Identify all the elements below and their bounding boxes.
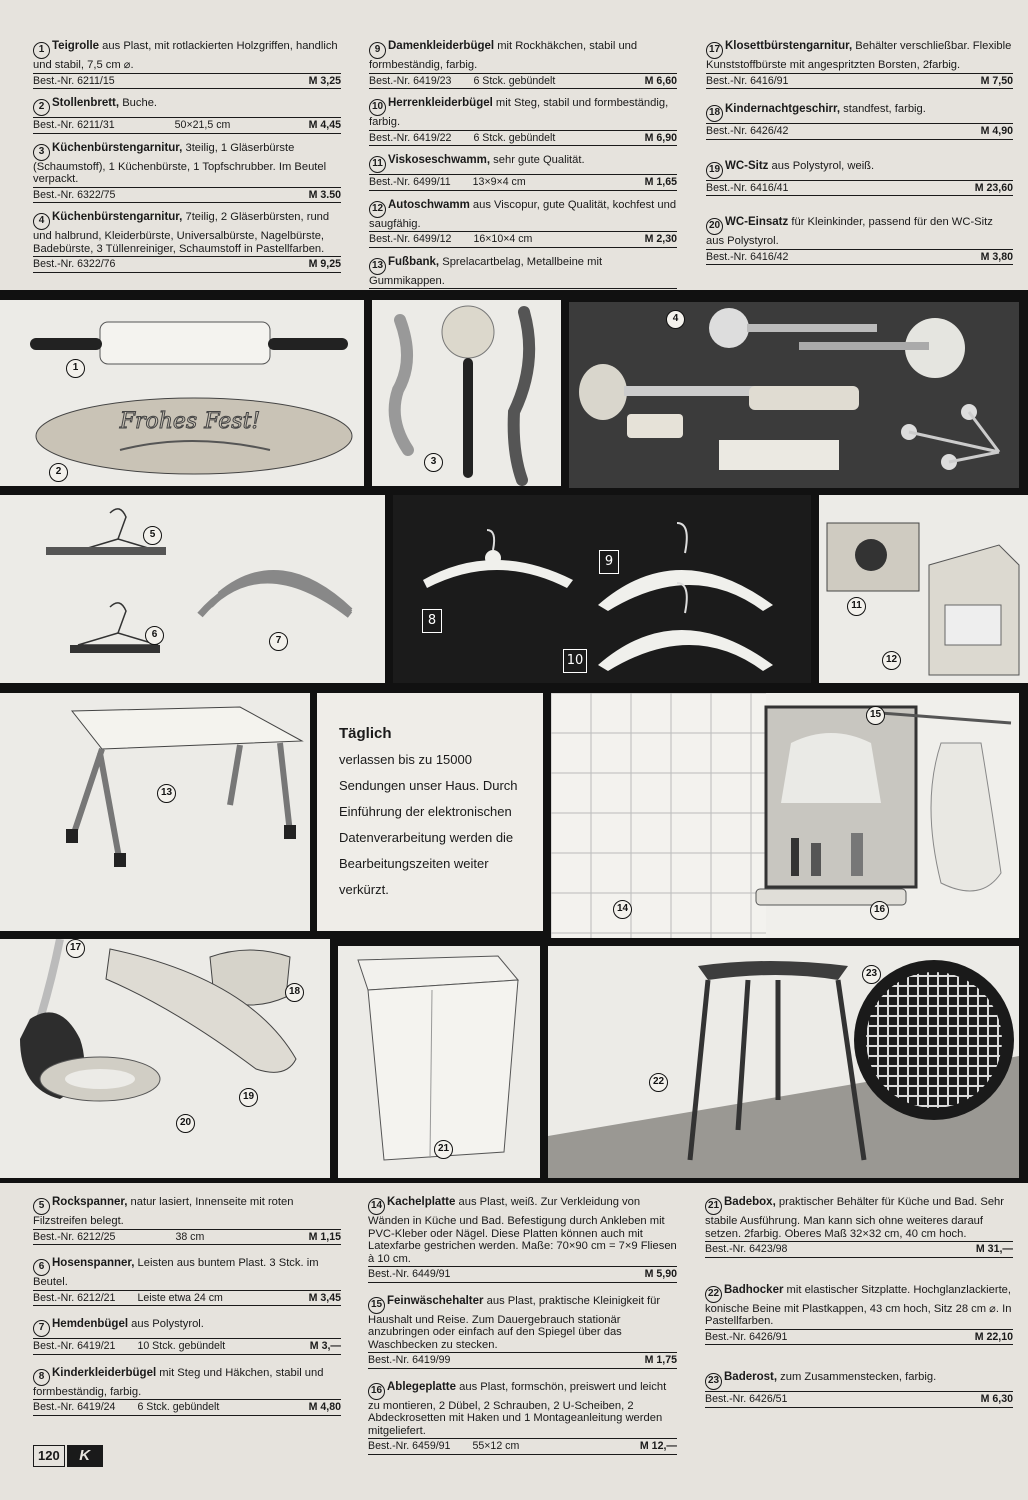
product-3: [33, 142, 341, 204]
product-name: Herrenkleiderbügel: [388, 97, 493, 109]
order-line: [33, 117, 341, 134]
price: M 3,80: [980, 250, 1013, 263]
product-name: WC-Einsatz: [725, 216, 789, 228]
price: M 3,—: [309, 1340, 341, 1352]
label-11: 11: [847, 597, 866, 616]
hangers-illustration: [0, 495, 385, 683]
product-text: Behälter verschließbar. Flexible Kunststoffbürste mit angespritzten Borsten, 2farbig.: [706, 40, 1012, 71]
product-text: mit elastischer Sitzplatte. Hochglanzlackierte, konische Beine mit Plastkappen, 43 cm hoch, Sitz 28 cm ⌀. In Pastellfarben.: [705, 1283, 1012, 1327]
order-line: [33, 73, 341, 90]
order-line: [33, 1338, 341, 1355]
product-text: mit Steg und Häkchen, stabil und formbeständig, farbig.: [33, 1366, 324, 1398]
photo-rolling-pin-board: [0, 300, 364, 486]
photo-bath-box: [338, 946, 540, 1178]
item-number: 15: [368, 1297, 385, 1314]
product-14: [368, 1196, 677, 1283]
price: M 9,25: [308, 258, 341, 270]
photo-toilet-set: [0, 939, 330, 1178]
product-8: [33, 1367, 341, 1416]
order-detail: Leiste etwa 24 cm: [137, 1291, 223, 1304]
product-text: Sprelacartbelag, Metallbeine mit Gummikappen.: [369, 255, 603, 287]
order-line: [705, 1329, 1013, 1346]
product-text: aus Viscopur, gute Qualität, kochfest und saugfähig.: [369, 198, 677, 230]
price: M 3,45: [308, 1291, 341, 1304]
order-detail: [788, 125, 980, 138]
order-line: [33, 1399, 341, 1416]
order-number: Best.-Nr. 6322/75: [33, 188, 116, 201]
product-17: [706, 40, 1013, 89]
item-number: 18: [706, 105, 723, 122]
label-7: 7: [269, 632, 288, 651]
item-number: 20: [706, 218, 723, 235]
bottom-column-2: [368, 1196, 677, 1463]
item-number: 14: [368, 1198, 385, 1215]
order-number: Best.-Nr. 6499/11: [369, 176, 451, 188]
order-detail: 6 Stck. gebündelt: [137, 1401, 220, 1413]
order-detail: [115, 75, 309, 88]
product-text: zum Zusammenstecken, farbig.: [777, 1371, 937, 1383]
item-number: 10: [369, 99, 386, 116]
product-text: Leisten aus buntem Plast. 3 Stck. im Beutel.: [33, 1257, 319, 1288]
product-9: [369, 40, 677, 89]
photo-footstool: [0, 693, 310, 931]
label-4: 4: [666, 310, 685, 329]
product-name: Kindernachtgeschirr,: [725, 103, 841, 115]
page-number: 120: [33, 1445, 65, 1467]
price: M 23,60: [974, 181, 1013, 194]
order-detail: [788, 75, 980, 88]
product-15: [368, 1295, 677, 1369]
order-line: [368, 1266, 677, 1283]
product-text: Buche.: [119, 97, 158, 109]
order-number: Best.-Nr. 6419/23: [369, 74, 452, 87]
order-number: Best.-Nr. 6322/76: [33, 258, 116, 270]
product-name: Klosettbürstengarnitur,: [725, 40, 853, 52]
product-2: [33, 97, 341, 134]
order-number: Best.-Nr. 6426/42: [706, 125, 789, 137]
info-box-daily: [317, 693, 543, 931]
product-name: Ablegeplatte: [387, 1380, 457, 1393]
order-number: Best.-Nr. 6459/91: [368, 1440, 451, 1452]
photo-kitchen-brushes: [372, 300, 561, 486]
product-name: Teigrolle: [52, 40, 100, 52]
photo-brush-set: [569, 302, 1019, 488]
price: M 3.50: [308, 188, 341, 201]
item-number: 23: [705, 1373, 722, 1390]
order-number: Best.-Nr. 6419/99: [368, 1354, 451, 1366]
label-14: 14: [613, 900, 632, 919]
product-name: Küchenbürstengarnitur,: [52, 141, 183, 154]
product-name: Stollenbrett,: [52, 97, 120, 109]
order-line: [368, 1438, 677, 1455]
label-16: 16: [870, 901, 889, 920]
price: M 1,75: [644, 1354, 677, 1366]
product-text: aus Plast, formschön, preiswert und leicht zu montieren, 2 Dübel, 2 Schrauben, 2 U-Scheiben, 2 Abdeckrosetten mit Haken und 1 Montageanleitung werden mitgeliefert.: [368, 1380, 667, 1437]
coat-hangers-illustration: [393, 495, 811, 683]
product-name: WC-Sitz: [725, 159, 769, 172]
product-name: Autoschwamm: [388, 198, 470, 211]
product-6: [33, 1257, 341, 1306]
order-detail: 50×21,5 cm: [174, 119, 231, 131]
order-number: Best.-Nr. 6416/91: [706, 74, 789, 87]
item-number: 13: [369, 258, 386, 275]
label-22: 22: [649, 1073, 668, 1092]
price: M 1,65: [644, 176, 677, 188]
label-17: 17: [66, 939, 85, 958]
product-name: Baderost,: [724, 1371, 778, 1383]
product-19: [706, 160, 1013, 197]
label-21: 21: [434, 1140, 453, 1159]
label-12: 12: [882, 651, 901, 670]
item-number: 5: [33, 1198, 50, 1215]
item-number: 21: [705, 1198, 722, 1215]
product-16: [368, 1381, 677, 1455]
label-13: 13: [157, 784, 176, 803]
order-line: [706, 123, 1013, 140]
order-detail: [787, 1243, 975, 1256]
brushes-illustration: [372, 300, 561, 486]
item-number: 9: [369, 42, 386, 59]
product-name: Damenkleiderbügel: [388, 40, 495, 52]
product-20: [706, 216, 1013, 265]
top-column-3: [706, 40, 1013, 273]
order-number: Best.-Nr. 6426/91: [705, 1330, 788, 1343]
product-text: mit Rockhäkchen, stabil und formbeständig, farbig.: [369, 40, 638, 71]
order-detail: 16×10×4 cm: [473, 233, 533, 245]
label-9: 9: [599, 550, 619, 574]
product-text: aus Polystyrol, weiß.: [768, 159, 875, 172]
item-number: 7: [33, 1320, 50, 1337]
product-name: Badebox,: [724, 1196, 776, 1208]
product-text: aus Plast, praktische Kleinigkeit für Haushalt und Reise. Zum Dauergebrauch stationär anzubringen oder einfach auf den Spiegel über das Waschbecken zu stecken.: [368, 1294, 661, 1351]
order-line: [706, 249, 1013, 266]
toilet-set-illustration: [0, 939, 330, 1178]
label-2: 2: [49, 463, 68, 482]
price: M 12,—: [639, 1440, 677, 1452]
order-detail: [787, 1331, 974, 1344]
product-name: Küchenbürstengarnitur,: [52, 211, 183, 223]
sponges-illustration: [819, 495, 1028, 683]
order-detail: 55×12 cm: [472, 1440, 520, 1452]
order-number: Best.-Nr. 6212/25: [33, 1230, 116, 1243]
product-name: Hemdenbügel: [52, 1318, 129, 1330]
label-1: 1: [66, 359, 85, 378]
price: M 6,60: [644, 74, 677, 87]
product-name: Feinwäschehalter: [387, 1294, 484, 1307]
order-line: [33, 1290, 341, 1307]
order-number: Best.-Nr. 6416/41: [706, 181, 789, 194]
product-22: [705, 1284, 1013, 1346]
product-4: [33, 211, 341, 273]
product-text: 3teilig, 1 Gläserbürste (Schaumstoff), 1 Küchenbürste, 1 Topfschrubber. Im Beutel verpackt.: [33, 141, 327, 185]
info-heading: Täglich: [339, 725, 392, 742]
item-number: 16: [368, 1383, 385, 1400]
label-23: 23: [862, 965, 881, 984]
product-name: Rockspanner,: [52, 1196, 128, 1208]
product-text: sehr gute Qualität.: [490, 154, 585, 166]
item-number: 11: [369, 156, 386, 173]
item-number: 2: [33, 99, 50, 116]
price: M 31,—: [975, 1243, 1013, 1255]
price: M 3,25: [308, 74, 341, 87]
price: M 4,80: [308, 1401, 341, 1413]
order-detail: 6 Stck. gebündelt: [473, 131, 556, 144]
order-detail: [115, 258, 308, 271]
order-number: Best.-Nr. 6499/12: [369, 233, 452, 245]
page-footer: [33, 1445, 103, 1467]
order-number: Best.-Nr. 6211/31: [33, 119, 115, 131]
item-number: 4: [33, 213, 50, 230]
order-detail: [787, 1393, 980, 1406]
product-23: [705, 1371, 1013, 1408]
product-text: aus Plast, mit rotlackierten Holzgriffen, handlich und stabil, 7,5 cm ⌀.: [33, 40, 338, 71]
order-line: [369, 130, 677, 147]
order-number: Best.-Nr. 6449/91: [368, 1268, 451, 1280]
order-number: Best.-Nr. 6419/21: [33, 1340, 116, 1352]
label-18: 18: [285, 983, 304, 1002]
product-text: mit Steg, stabil und formbeständig, farbig.: [369, 97, 669, 128]
product-name: Kachelplatte: [387, 1196, 456, 1208]
price: M 2,30: [644, 233, 677, 245]
product-text: aus Plast, weiß. Zur Verkleidung von Wänden in Küche und Bad. Befestigung durch Ankleben mit PVC-Kleber oder Nägel. Diese Platten können auch mit Latexfarbe gestrichen werden. Maße: 70×90 cm = 7×9 Fliesen à 10 cm.: [368, 1196, 677, 1265]
product-name: Badhocker: [724, 1283, 784, 1296]
product-text: standfest, farbig.: [840, 103, 926, 115]
catalog-logo: K: [67, 1445, 103, 1467]
rolling-pin-board-illustration: [0, 300, 364, 486]
product-name: Hosenspanner,: [52, 1257, 135, 1269]
label-20: 20: [176, 1114, 195, 1133]
price: M 4,45: [308, 119, 341, 131]
bottom-column-1: [33, 1196, 341, 1424]
order-detail: [788, 251, 980, 264]
photo-sponges: [819, 495, 1028, 683]
item-number: 8: [33, 1369, 50, 1386]
product-text: natur lasiert, Innenseite mit roten Filzstreifen belegt.: [33, 1196, 294, 1227]
order-detail: 6 Stck. gebündelt: [473, 74, 556, 87]
label-6: 6: [145, 626, 164, 645]
board-engraving: Frohes Fest!: [119, 409, 261, 434]
top-column-1: [33, 40, 341, 281]
photo-coat-hangers: [393, 495, 811, 683]
item-number: 19: [706, 162, 723, 179]
item-number: 22: [705, 1286, 722, 1303]
product-name: Fußbank,: [388, 255, 440, 268]
product-7: [33, 1318, 341, 1355]
price: M 1,15: [308, 1230, 341, 1243]
order-detail: 38 cm: [175, 1230, 205, 1243]
product-11: [369, 154, 677, 191]
item-number: 3: [33, 144, 50, 161]
order-line: [706, 180, 1013, 197]
photo-skirt-trouser-hangers: [0, 495, 385, 683]
label-15: 15: [866, 706, 885, 725]
order-detail: [788, 182, 974, 195]
order-line: [33, 256, 341, 273]
product-12: [369, 199, 677, 248]
price: M 7,50: [980, 74, 1013, 87]
order-number: Best.-Nr. 6211/15: [33, 74, 115, 87]
price: M 6,90: [644, 131, 677, 144]
label-3: 3: [424, 453, 443, 472]
product-text: praktischer Behälter für Küche und Bad. Sehr stabile Ausführung. Man kann sich ohne weiteres darauf setzen. 2farbig. Oberes Maß 32×32 cm, 40 cm hoch.: [705, 1196, 1004, 1240]
product-text: aus Polystyrol.: [128, 1318, 204, 1330]
order-detail: 10 Stck. gebündelt: [137, 1340, 226, 1352]
order-number: Best.-Nr. 6416/42: [706, 250, 789, 263]
order-detail: [115, 189, 308, 202]
footstool-illustration: [0, 693, 310, 931]
item-number: 12: [369, 201, 386, 218]
stool-grate-illustration: [548, 946, 1019, 1178]
order-number: Best.-Nr. 6419/22: [369, 131, 452, 144]
price: M 6,30: [980, 1393, 1013, 1405]
order-number: Best.-Nr. 6423/98: [705, 1243, 788, 1255]
product-10: [369, 97, 677, 146]
order-number: Best.-Nr. 6212/21: [33, 1291, 116, 1304]
product-text: für Kleinkinder, passend für den WC-Sitz aus Polystyrol.: [706, 216, 993, 247]
item-number: 17: [706, 42, 723, 59]
order-detail: [450, 1268, 644, 1281]
order-line: [369, 231, 677, 248]
order-detail: 13×9×4 cm: [472, 176, 526, 188]
order-line: [368, 1352, 677, 1369]
label-19: 19: [239, 1088, 258, 1107]
order-line: [369, 174, 677, 191]
price: M 5,90: [644, 1268, 677, 1280]
order-detail: [450, 1354, 644, 1367]
product-21: [705, 1196, 1013, 1258]
top-column-2: [369, 40, 677, 313]
order-number: Best.-Nr. 6419/24: [33, 1401, 116, 1413]
order-line: [369, 73, 677, 90]
order-line: [705, 1391, 1013, 1408]
photo-stool-grate: [548, 946, 1019, 1178]
label-8: 8: [422, 609, 442, 633]
order-line: [706, 73, 1013, 90]
product-1: [33, 40, 341, 89]
photo-tile-panel: [551, 693, 1019, 938]
order-line: [33, 187, 341, 204]
price: M 4,90: [980, 125, 1013, 137]
brush-set-illustration: [569, 302, 1019, 488]
price: M 22,10: [974, 1330, 1013, 1343]
item-number: 6: [33, 1259, 50, 1276]
order-line: [705, 1241, 1013, 1258]
product-name: Kinderkleiderbügel: [52, 1366, 157, 1379]
item-number: 1: [33, 42, 50, 59]
order-line: [33, 1229, 341, 1246]
label-10: 10: [563, 649, 587, 673]
label-5: 5: [143, 526, 162, 545]
order-number: Best.-Nr. 6426/51: [705, 1393, 788, 1405]
product-18: [706, 103, 1013, 140]
product-name: Viskoseschwamm,: [388, 154, 491, 166]
info-text: verlassen bis zu 15000 Sendungen unser Haus. Durch Einführung der elektronischen Datenverarbeitung werden die Bearbeitungszeiten weiter verkürzt.: [339, 752, 518, 897]
product-text: 7teilig, 2 Gläserbürsten, rund und halbrund, Kleiderbürste, Universalbürste, Nagelbürste, Badebürste, 3 Tüllenreiniger, Schaumstoff in Pastellfarben.: [33, 211, 330, 255]
product-5: [33, 1196, 341, 1245]
bottom-column-3: [705, 1196, 1013, 1416]
